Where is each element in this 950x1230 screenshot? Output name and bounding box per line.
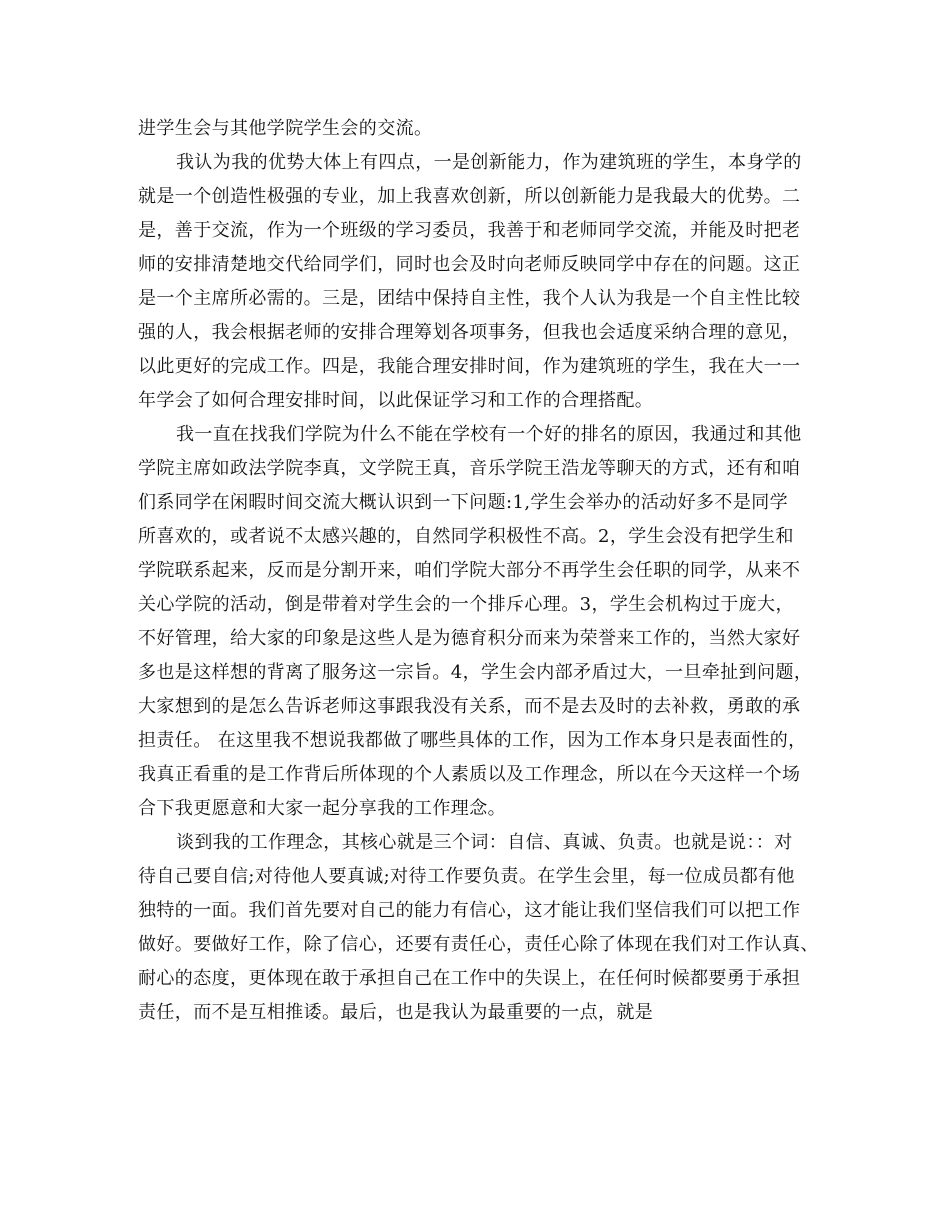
text-line: 年学会了如何合理安排时间，以此保证学习和工作的合理搭配。 bbox=[138, 390, 654, 411]
text-line: 是，善于交流，作为一个班级的学习委员，我善于和老师同学交流，并能及时把老 bbox=[138, 220, 801, 241]
text-line: 强的人，我会根据老师的安排合理筹划各项事务，但我也会适度采纳合理的意见， bbox=[138, 322, 801, 343]
text-line: 们系同学在闲暇时间交流大概认识到一下问题:1,学生会举办的活动好多不是同学 bbox=[138, 492, 789, 513]
text-line: 学院联系起来，反而是分割开来，咱们学院大部分不再学生会任职的同学，从来不 bbox=[138, 560, 801, 581]
text-line: 进学生会与其他学院学生会的交流。 bbox=[138, 118, 433, 139]
text-line: 学院主席如政法学院李真，文学院王真，音乐学院王浩龙等聊天的方式，还有和咱 bbox=[138, 458, 801, 479]
text-line: 做好。要做好工作，除了信心，还要有责任心，责任心除了体现在我们对工作认真、 bbox=[138, 934, 819, 955]
text-line: 所喜欢的，或者说不太感兴趣的，自然同学积极性不高。2，学生会没有把学生和 bbox=[138, 526, 794, 547]
body-text bbox=[138, 112, 818, 1030]
paragraph-start-line: 我一直在找我们学院为什么不能在学校有一个好的排名的原因，我通过和其他 bbox=[176, 424, 802, 445]
text-line: 责任，而不是互相推诿。最后，也是我认为最重要的一点，就是 bbox=[138, 1002, 654, 1023]
text-line: 待自己要自信;对待他人要真诚;对待工作要负责。在学生会里，每一位成员都有他 bbox=[138, 866, 795, 887]
text-line: 关心学院的活动，倒是带着对学生会的一个排斥心理。3，学生会机构过于庞大， bbox=[138, 594, 794, 615]
text-line: 师的安排清楚地交代给同学们，同时也会及时向老师反映同学中存在的问题。这正 bbox=[138, 254, 801, 275]
paragraph-start-line: 谈到我的工作理念，其核心就是三个词：自信、真诚、负责。也就是说：：对 bbox=[176, 832, 793, 853]
text-line: 担责任。 在这里我不想说我都做了哪些具体的工作，因为工作本身只是表面性的， bbox=[138, 730, 807, 751]
text-line: 我真正看重的是工作背后所体现的个人素质以及工作理念，所以在今天这样一个场 bbox=[138, 764, 801, 785]
text-line: 大家想到的是怎么告诉老师这事跟我没有关系，而不是去及时的去补救，勇敢的承 bbox=[138, 696, 801, 717]
text-line: 以此更好的完成工作。四是，我能合理安排时间，作为建筑班的学生，我在大一一 bbox=[138, 356, 801, 377]
text-line: 耐心的态度，更体现在敢于承担自己在工作中的失误上，在任何时候都要勇于承担 bbox=[138, 968, 801, 989]
text-line: 不好管理，给大家的印象是这些人是为德育积分而来为荣誉来工作的，当然大家好 bbox=[138, 628, 801, 649]
paragraph-start-line: 我认为我的优势大体上有四点，一是创新能力，作为建筑班的学生，本身学的 bbox=[176, 152, 802, 173]
text-line: 就是一个创造性极强的专业，加上我喜欢创新，所以创新能力是我最大的优势。二 bbox=[138, 186, 801, 207]
text-line: 多也是这样想的背离了服务这一宗旨。4，学生会内部矛盾过大，一旦牵扯到问题， bbox=[138, 662, 813, 683]
text-line: 是一个主席所必需的。三是，团结中保持自主性，我个人认为我是一个自主性比较 bbox=[138, 288, 801, 309]
text-line: 独特的一面。我们首先要对自己的能力有信心，这才能让我们坚信我们可以把工作 bbox=[138, 900, 801, 921]
text-line: 合下我更愿意和大家一起分享我的工作理念。 bbox=[138, 798, 506, 819]
